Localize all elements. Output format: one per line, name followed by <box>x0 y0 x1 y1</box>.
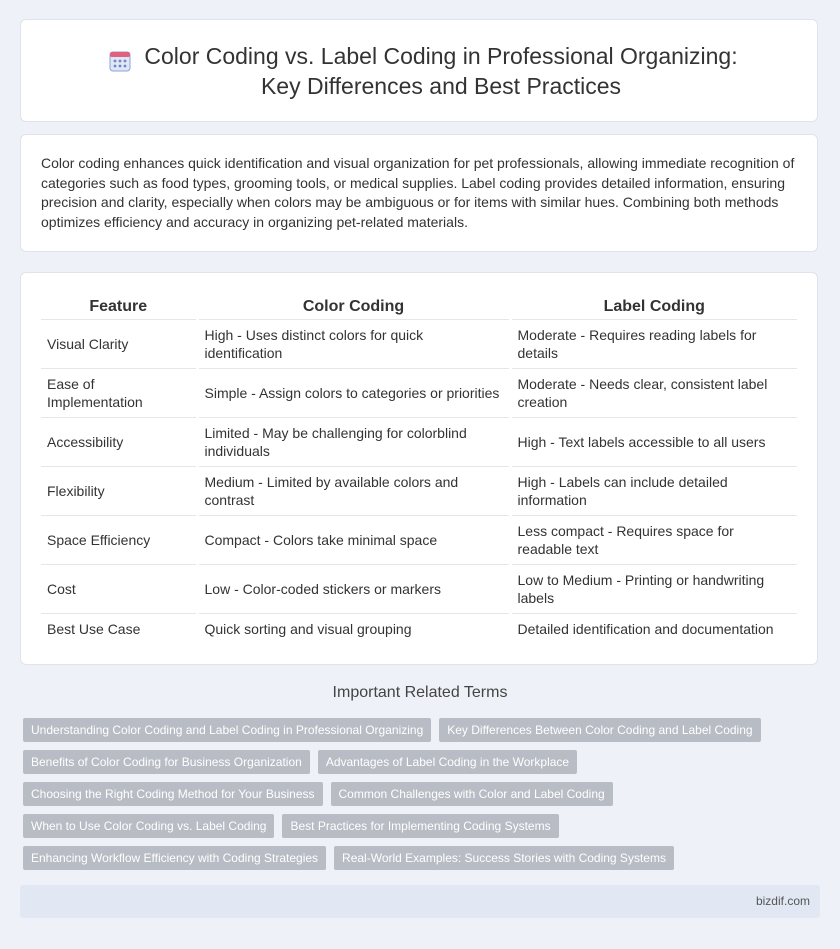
table-cell: High - Text labels accessible to all users <box>510 418 797 467</box>
table-cell: Ease of Implementation <box>41 369 197 418</box>
table-cell: Moderate - Requires reading labels for details <box>510 320 797 369</box>
related-terms-heading: Important Related Terms <box>332 684 508 701</box>
calendar-icon <box>107 48 133 74</box>
table-row <box>41 320 797 369</box>
column-header: Color Coding <box>197 295 510 320</box>
table-row <box>41 516 797 565</box>
related-term-tag[interactable]: Key Differences Between Color Coding and Label Coding <box>439 718 760 742</box>
table-cell: Flexibility <box>41 467 197 516</box>
table-cell: Space Efficiency <box>41 516 197 565</box>
intro-text: Color coding enhances quick identification and visual organization for pet professionals, allowing immediate recognition of categories such as food types, grooming tools, or medical supplies. Label coding provides detailed information, ensuring precision and clarity, especially when colors may be ambiguous or for items with similar hues. Combining both methods optimizes efficiency and accuracy in organizing pet-related materials. <box>41 155 795 230</box>
table-cell: Cost <box>41 565 197 614</box>
table-row <box>41 614 797 645</box>
table-cell: Simple - Assign colors to categories or priorities <box>197 369 510 418</box>
related-term-tag[interactable]: Benefits of Color Coding for Business Organization <box>23 750 310 774</box>
table-header-row <box>41 295 797 320</box>
table-cell: Low - Color-coded stickers or markers <box>197 565 510 614</box>
header-card <box>20 19 818 122</box>
related-term-tag[interactable]: Common Challenges with Color and Label Coding <box>331 782 613 806</box>
related-term-tag[interactable]: Advantages of Label Coding in the Workplace <box>318 750 577 774</box>
table-row <box>41 369 797 418</box>
page-title: Color Coding vs. Label Coding in Professional Organizing: Key Differences and Best Practices <box>144 42 738 99</box>
column-header: Feature <box>41 295 197 320</box>
table-cell: Less compact - Requires space for readable text <box>510 516 797 565</box>
table-cell: High - Labels can include detailed information <box>510 467 797 516</box>
table-cell: Best Use Case <box>47 621 141 637</box>
comparison-table-card <box>20 272 818 665</box>
related-term-tag[interactable]: Choosing the Right Coding Method for Your Business <box>23 782 323 806</box>
footer-bar <box>20 885 820 918</box>
related-terms-list <box>23 718 803 870</box>
related-term-tag[interactable]: Best Practices for Implementing Coding Systems <box>282 814 558 838</box>
table-row <box>41 565 797 614</box>
related-term-tag[interactable]: Understanding Color Coding and Label Coding in Professional Organizing <box>23 718 431 742</box>
table-cell: Visual Clarity <box>41 320 197 369</box>
comparison-table <box>41 295 797 644</box>
column-header: Label Coding <box>510 295 797 320</box>
table-row <box>41 418 797 467</box>
table-cell: Limited - May be challenging for colorblind individuals <box>197 418 510 467</box>
table-cell: Low to Medium - Printing or handwriting labels <box>510 565 797 614</box>
table-cell: Detailed identification and documentation <box>510 614 797 645</box>
footer-brand-link[interactable]: bizdif.com <box>755 894 810 908</box>
table-cell: Accessibility <box>41 418 197 467</box>
intro-card <box>20 134 818 252</box>
related-term-tag[interactable]: When to Use Color Coding vs. Label Coding <box>23 814 274 838</box>
table-cell: Quick sorting and visual grouping <box>197 614 510 645</box>
table-row <box>41 467 797 516</box>
table-cell: Moderate - Needs clear, consistent label creation <box>510 369 797 418</box>
table-cell: High - Uses distinct colors for quick identification <box>197 320 510 369</box>
related-term-tag[interactable]: Enhancing Workflow Efficiency with Coding Strategies <box>23 846 326 870</box>
table-cell: Compact - Colors take minimal space <box>197 516 510 565</box>
related-term-tag[interactable]: Real-World Examples: Success Stories with Coding Systems <box>334 846 674 870</box>
table-cell: Medium - Limited by available colors and contrast <box>197 467 510 516</box>
